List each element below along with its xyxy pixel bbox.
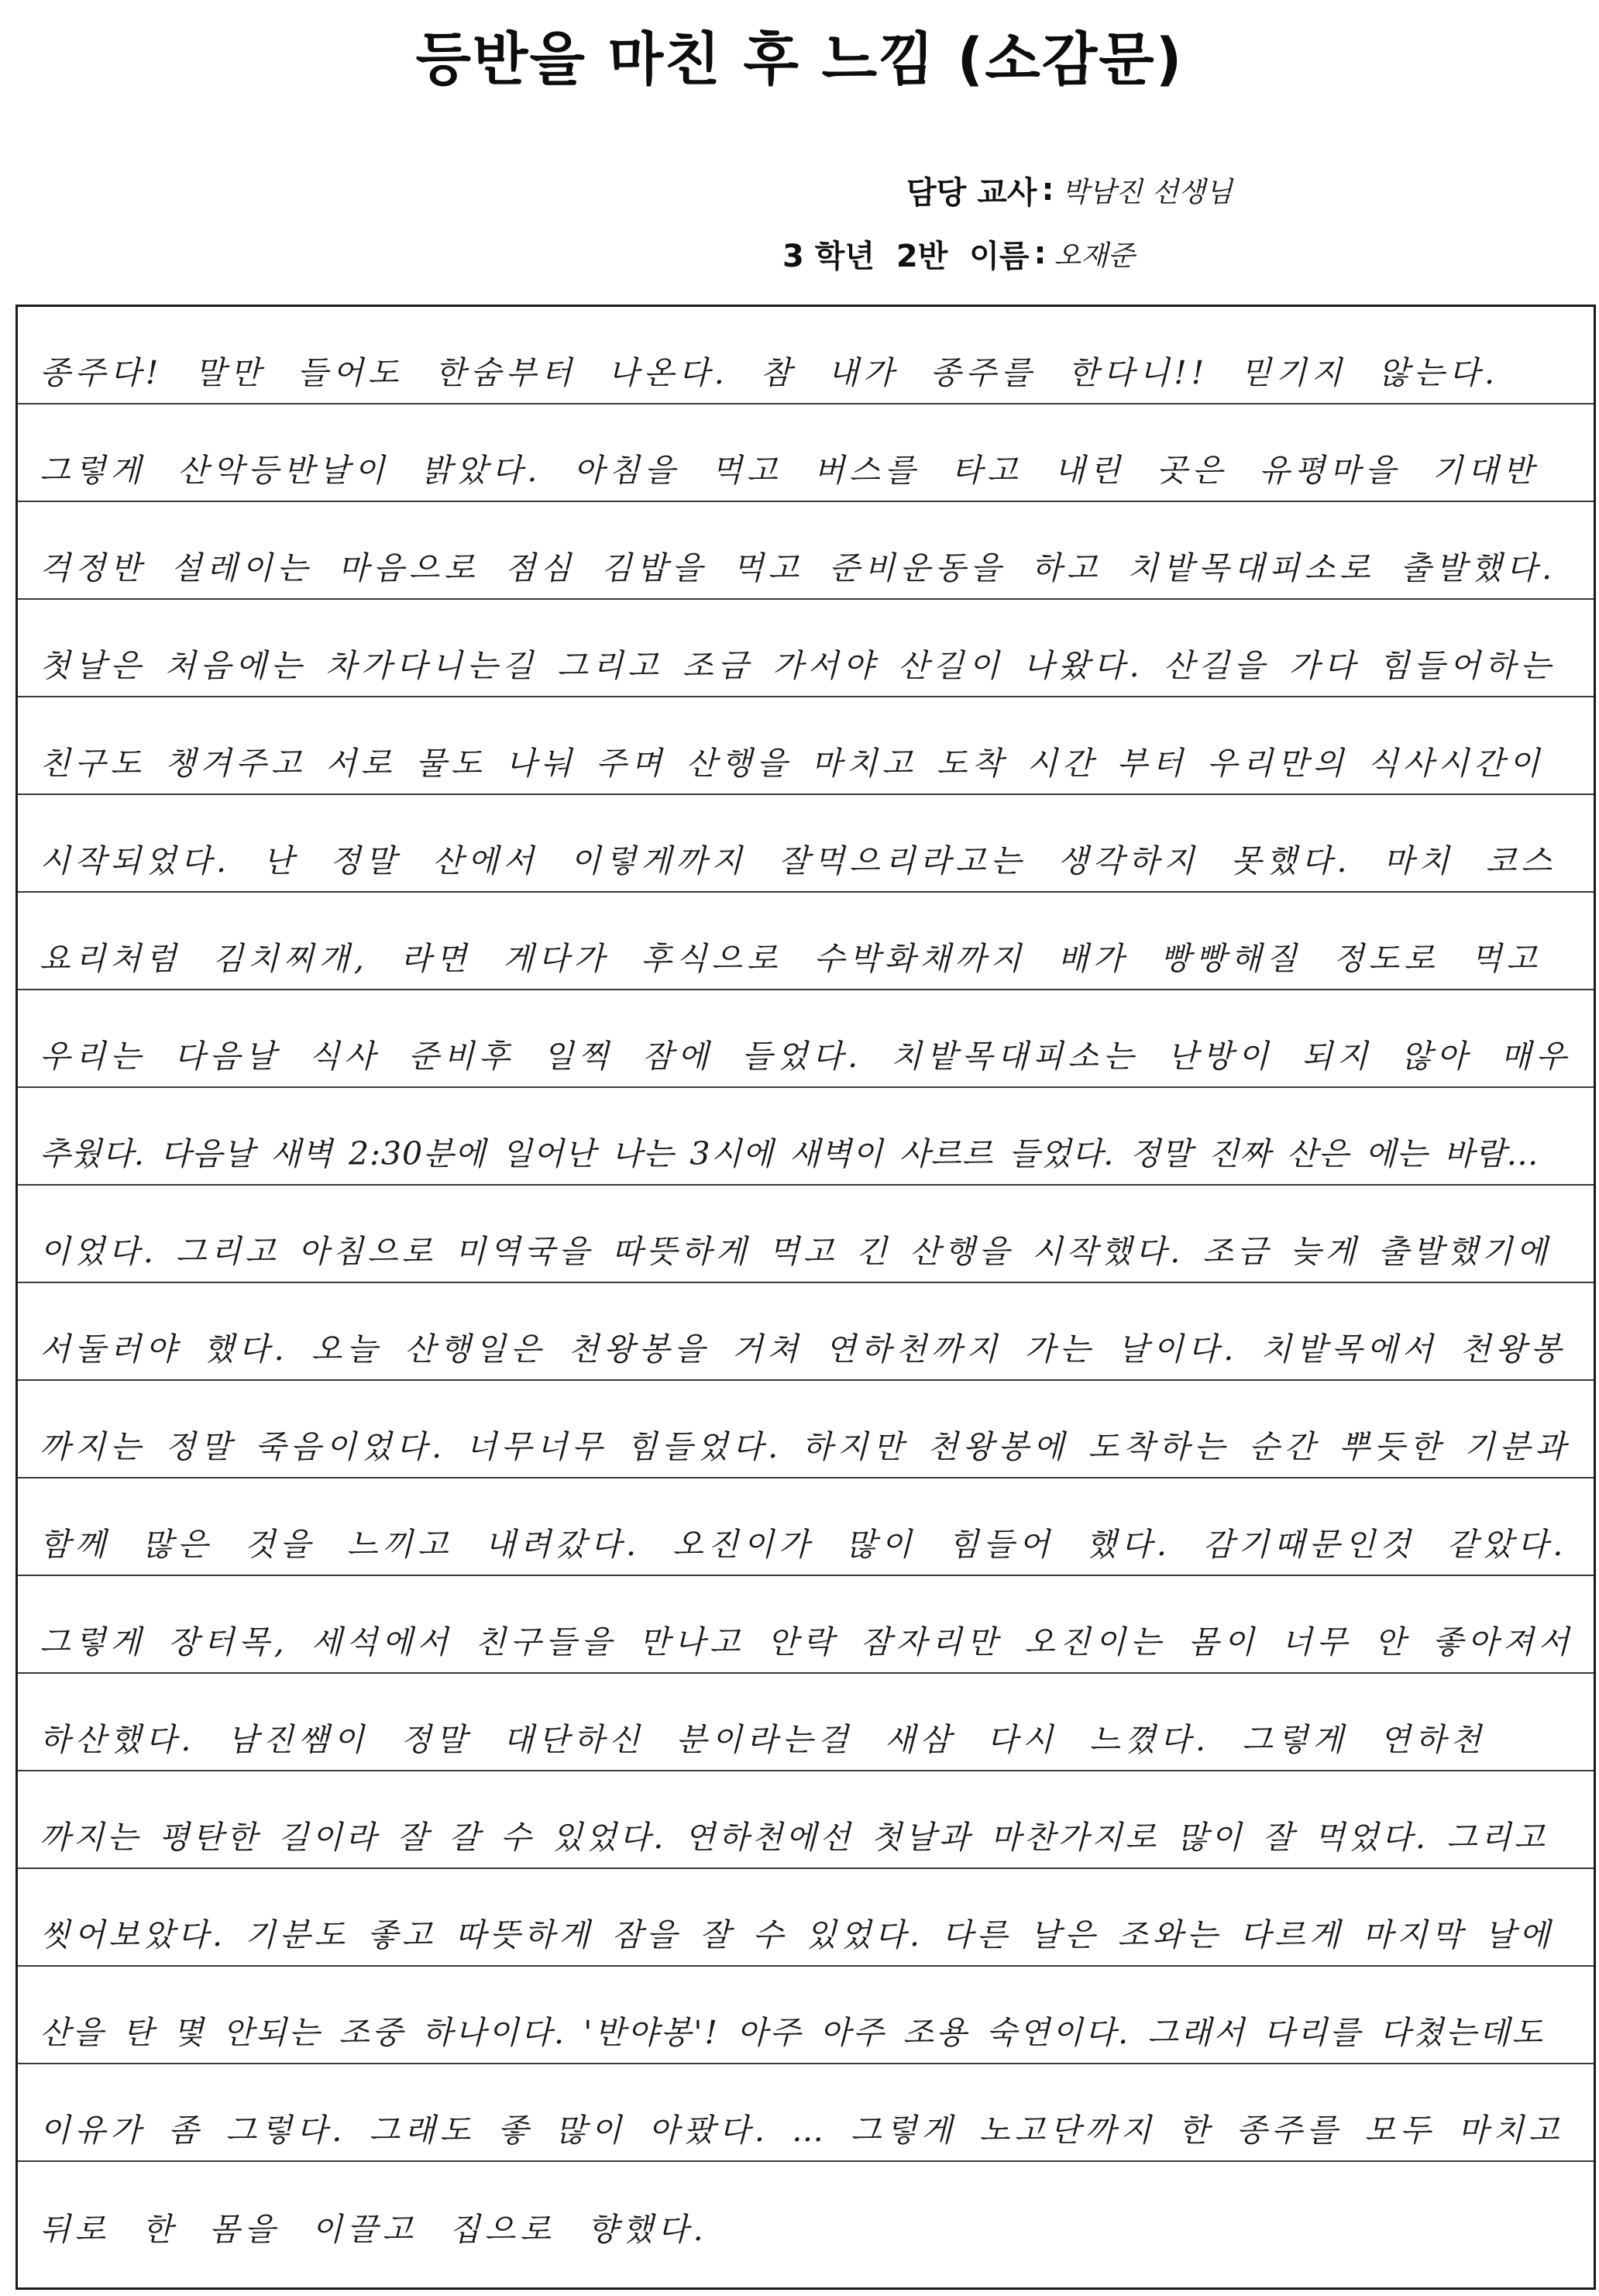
essay-line-text: 첫날은 처음에는 차가다니는길 그리고 조금 가서야 산길이 나왔다. 산길을 가다 힘들어하는 [40,647,1556,684]
essay-line [18,2162,1594,2260]
essay-line-text: 까지는 정말 죽음이었다. 너무너무 힘들었다. 하지만 천왕봉에 도착하는 순간 뿌듯한 기분과 [40,1428,1570,1465]
essay-line [18,1674,1594,1771]
essay-line-text: 함께 많은 것을 느끼고 내려갔다. 오진이가 많이 힘들어 했다. 감기때문인것 같았다. [40,1526,1568,1563]
essay-line [18,502,1594,600]
essay-line-text: 요리처럼 김치찌개, 라면 게다가 후식으로 수박화채까지 배가 빵빵해질 정도로 먹고 [40,940,1542,977]
essay-line-text: 추웠다. 다음날 새벽 2:30분에 일어난 나는 3시에 새벽이 사르르 들었다. 정말 진짜 산은 에는 바람… [40,1135,1539,1172]
essay-line-text: 하산했다. 남진쌤이 정말 대단하신 분이라는걸 새삼 다시 느꼈다. 그렇게 연하천 [40,1721,1486,1758]
teacher-label: 담당 교사 [906,174,1037,211]
essay-line-text: 이었다. 그리고 아침으로 미역국을 따뜻하게 먹고 긴 산행을 시작했다. 조금 늦게 출발했기에 [40,1233,1551,1270]
essay-line [18,990,1594,1088]
essay-line [18,1869,1594,1967]
teacher-info [906,163,1233,217]
essay-line-text: 종주다! 말만 들어도 한숨부터 나온다. 참 내가 종주를 한다니!! 믿기지 않는다. [40,354,1499,391]
student-colon: : [1033,236,1047,271]
student-label: 3 학년 2반 이름 [782,238,1030,274]
essay-line [18,1967,1594,2064]
essay-line-text: 걱정반 설레이는 마음으로 점심 김밥을 먹고 준비운동을 하고 치밭목대피소로 출발했다. [40,549,1557,587]
essay-line [18,1576,1594,1674]
essay-line-text: 서둘러야 했다. 오늘 산행일은 천왕봉을 거쳐 연하천까지 가는 날이다. 치밭목에서 천왕봉 [40,1330,1566,1368]
essay-line-text: 이유가 좀 그렇다. 그래도 좋 많이 아팠다. … 그렇게 노고단까지 한 종주를 모두 마치고 [40,2112,1564,2149]
student-name: 오재준 [1054,239,1135,272]
essay-line [18,1771,1594,1869]
essay-line-text: 뒤로 한 몸을 이끌고 집으로 향했다. [40,2211,708,2248]
essay-line [18,1186,1594,1283]
essay-line-text: 그렇게 장터목, 세석에서 친구들을 만나고 안락 잠자리만 오진이는 몸이 너무 안 좋아져서 [40,1623,1574,1661]
essay-line [18,600,1594,697]
teacher-name: 박남진 선생님 [1061,176,1233,208]
essay-line [18,795,1594,893]
essay-line-text: 씻어보았다. 기분도 좋고 따뜻하게 잠을 잘 수 있었다. 다른 날은 조와는 다르게 마지막 날에 [40,1916,1554,1953]
essay-line [18,404,1594,502]
student-info [782,226,1135,281]
essay-line [18,893,1594,990]
essay-line [18,1088,1594,1186]
essay-line-text: 까지는 평탄한 길이라 잘 갈 수 있었다. 연하천에선 첫날과 마찬가지로 많이 잘 먹었다. 그리고 [40,1819,1548,1856]
essay-line-text: 우리는 다음날 식사 준비후 일찍 잠에 들었다. 치밭목대피소는 난방이 되지 않아 매우 [40,1038,1571,1075]
essay-line-text: 그렇게 산악등반날이 밝았다. 아침을 먹고 버스를 타고 내린 곳은 유평마을 기대반 [40,452,1539,489]
teacher-colon: : [1041,172,1054,208]
essay-line-text: 산을 탄 몇 안되는 조중 하나이다. '반야봉'! 아주 아주 조용 숙연이다. 그래서 다리를 다쳤는데도 [40,2014,1545,2051]
essay-box [15,305,1596,2290]
essay-line [18,2064,1594,2162]
essay-line-text: 시작되었다. 난 정말 산에서 이렇게까지 잘먹으리라고는 생각하지 못했다. 마치 코스 [40,842,1556,880]
essay-line [18,697,1594,795]
essay-line [18,1381,1594,1478]
essay-line-text: 친구도 챙겨주고 서로 물도 나눠 주며 산행을 마치고 도착 시간 부터 우리만의 식사시간이 [40,745,1545,782]
essay-line [18,1283,1594,1381]
essay-line [18,307,1594,404]
page-title: 등반을 마친 후 느낌 (소감문) [415,26,1184,93]
essay-line [18,1478,1594,1576]
